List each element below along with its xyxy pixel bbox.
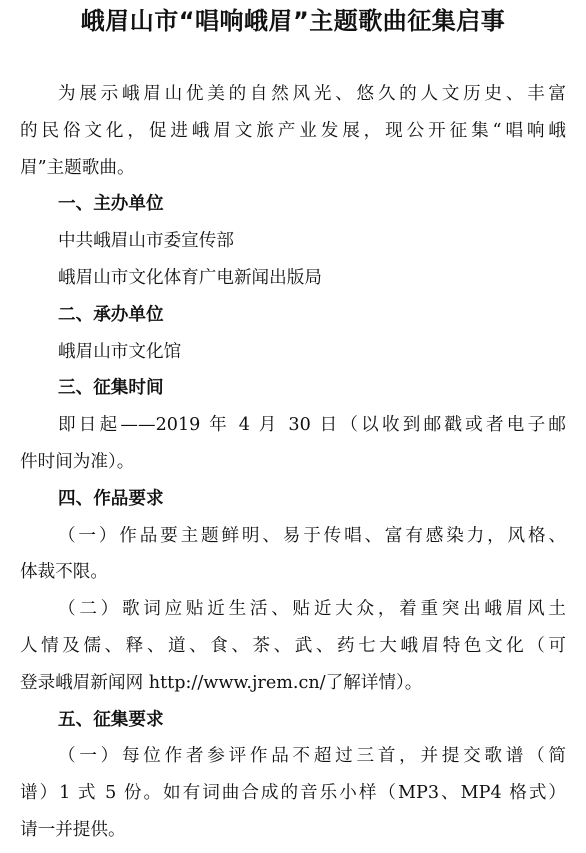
paragraph-line: （二）歌词应贴近生活、贴近大众，着重突出峨眉风土: [58, 599, 566, 620]
document-title: 峨眉山市“唱响峨眉”主题歌曲征集启事: [80, 7, 506, 35]
paragraph-line: 峨眉山市文化馆: [58, 341, 182, 362]
paragraph-line: 即日起——2019 年 4 月 30 日（以收到邮戳或者电子邮: [58, 415, 566, 436]
paragraph-line: 登录峨眉新闻网 http://www.jrem.cn/了解详情）。: [20, 672, 423, 693]
section-heading: 三、征集时间: [58, 378, 164, 399]
paragraph-line: （一）作品要主题鲜明、易于传唱、富有感染力，风格、: [58, 525, 566, 546]
paragraph-line: 为展示峨眉山优美的自然风光、悠久的人文历史、丰富: [58, 84, 566, 104]
paragraph-line: 中共峨眉山市委宣传部: [58, 231, 234, 252]
paragraph-line: 谱）1 式 5 份。如有词曲合成的音乐小样（MP3、MP4 格式）: [20, 783, 566, 804]
paragraph-line: 人情及儒、释、道、食、茶、武、药七大峨眉特色文化（可: [20, 635, 566, 656]
section-heading: 五、征集要求: [58, 709, 164, 730]
paragraph-line: 件时间为准）。: [20, 451, 135, 472]
paragraph-line: （一）每位作者参评作品不超过三首，并提交歌谱（简: [58, 746, 566, 767]
paragraph-line: 体裁不限。: [20, 562, 108, 583]
section-heading: 一、主办单位: [58, 194, 164, 215]
section-heading: 四、作品要求: [58, 488, 164, 509]
paragraph-line: 请一并提供。: [20, 819, 126, 840]
paragraph-line: 峨眉山市文化体育广电新闻出版局: [58, 267, 322, 288]
paragraph-line: 的民俗文化，促进峨眉文旅产业发展，现公开征集“唱响峨: [20, 120, 566, 141]
section-heading: 二、承办单位: [58, 304, 164, 325]
paragraph-line: 眉”主题歌曲。: [20, 157, 135, 178]
document-body: [20, 76, 566, 849]
